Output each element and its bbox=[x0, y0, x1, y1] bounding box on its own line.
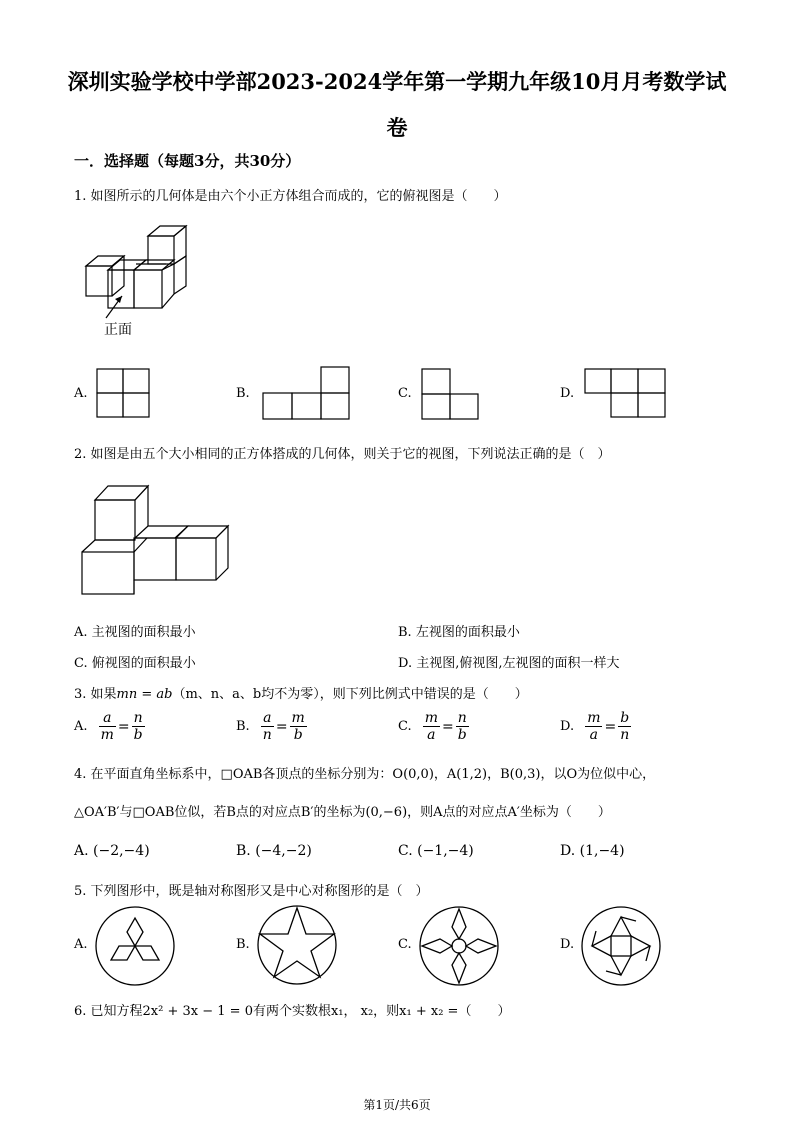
q4-option-c: C. (−1,−4) bbox=[398, 843, 474, 859]
q3-d-right-fraction bbox=[618, 710, 631, 743]
denominator: a bbox=[589, 727, 598, 743]
page-title-continued: 卷 bbox=[386, 115, 408, 140]
denominator: n bbox=[620, 727, 630, 743]
q5-option-b-figure bbox=[256, 903, 338, 987]
question-2-text: 2. 如图是由五个大小相同的正方体搭成的几何体，则关于它的视图，下列说法正确的是（ ） bbox=[74, 447, 611, 462]
q3-option-b bbox=[236, 710, 307, 743]
denominator: n bbox=[262, 727, 272, 743]
q1-option-d-label: D. bbox=[560, 386, 575, 401]
q5-option-d-label: D. bbox=[560, 937, 575, 952]
denominator: b bbox=[457, 727, 467, 743]
q3-prefix: 3. 如果 bbox=[74, 687, 117, 702]
denominator: m bbox=[100, 727, 114, 743]
page-footer: 第1页/共6页 bbox=[363, 1098, 431, 1112]
question-3-text bbox=[74, 683, 528, 702]
numerator: n bbox=[457, 710, 467, 726]
equals-sign: = bbox=[117, 718, 130, 735]
q5-option-c-figure bbox=[418, 905, 500, 987]
numerator: m bbox=[587, 710, 601, 726]
q1-option-a-figure bbox=[96, 368, 152, 418]
q4-option-a: A. (−2,−4) bbox=[74, 843, 150, 859]
q1-option-c-label: C. bbox=[398, 386, 412, 401]
q5-option-b-label: B. bbox=[236, 937, 250, 952]
question-4-line2: △OA′B′与□OAB位似，若B点的对应点B′的坐标为(0,−6)，则A点的对应点A′坐标为（ ） bbox=[74, 805, 611, 820]
numerator: m bbox=[424, 710, 438, 726]
question-6-text: 6. 已知方程2x² + 3x − 1 = 0有两个实数根x₁， x₂，则x₁ + x₂ =（ ） bbox=[74, 1004, 511, 1019]
q3-option-c bbox=[398, 710, 469, 743]
q3-option-a bbox=[74, 710, 145, 743]
denominator: b bbox=[293, 727, 303, 743]
equals-sign: = bbox=[442, 718, 454, 735]
numerator: a bbox=[261, 710, 274, 727]
q2-solid-figure bbox=[80, 478, 230, 598]
q2-option-d: D. 主视图,俯视图,左视图的面积一样大 bbox=[398, 656, 620, 671]
q5-option-a-figure bbox=[94, 905, 176, 987]
q3-option-b-label: B. bbox=[236, 719, 250, 734]
q3-suffix: （m、n、a、b均不为零），则下列比例式中错误的是（ ） bbox=[172, 687, 528, 702]
q2-option-a: A. 主视图的面积最小 bbox=[74, 625, 196, 640]
q3-a-left-fraction bbox=[99, 710, 116, 743]
numerator: b bbox=[618, 710, 631, 727]
q3-option-d-label: D. bbox=[560, 719, 575, 734]
page-title: 深圳实验学校中学部2023-2024学年第一学期九年级10月月考数学试 bbox=[67, 69, 727, 94]
q3-c-right-fraction bbox=[456, 710, 469, 743]
numerator: m bbox=[291, 710, 305, 726]
q2-option-c: C. 俯视图的面积最小 bbox=[74, 656, 196, 671]
q3-c-left-fraction bbox=[423, 710, 440, 743]
q3-equation: mn = ab bbox=[116, 687, 173, 702]
q3-d-left-fraction bbox=[585, 710, 602, 743]
q4-option-b: B. (−4,−2) bbox=[236, 843, 312, 859]
numerator: a bbox=[99, 710, 116, 727]
q1-option-b-label: B. bbox=[236, 386, 250, 401]
q1-option-c-figure bbox=[421, 368, 481, 420]
q4-option-d: D. (1,−4) bbox=[560, 843, 625, 859]
q3-option-d bbox=[560, 710, 631, 743]
denominator: a bbox=[427, 727, 436, 743]
q3-option-c-label: C. bbox=[398, 719, 412, 734]
question-1-text: 1. 如图所示的几何体是由六个小正方体组合而成的，它的俯视图是（ ） bbox=[74, 189, 507, 204]
equals-sign: = bbox=[604, 718, 617, 735]
q5-option-a-label: A. bbox=[74, 937, 88, 952]
q3-a-right-fraction bbox=[132, 710, 145, 743]
q3-b-left-fraction bbox=[261, 710, 274, 743]
q1-front-label: 正面 bbox=[104, 322, 132, 338]
q3-option-a-label: A. bbox=[74, 719, 88, 734]
numerator: n bbox=[133, 710, 143, 726]
q5-option-d-figure bbox=[580, 905, 662, 987]
section-header: 一．选择题（每题3分，共30分） bbox=[74, 152, 301, 170]
question-4-line1: 4. 在平面直角坐标系中，□OAB各顶点的坐标分别为：O(0,0)，A(1,2)，B(0,3)，以O为位似中心， bbox=[74, 767, 656, 782]
q5-option-c-label: C. bbox=[398, 937, 412, 952]
equals-sign: = bbox=[275, 718, 288, 735]
q1-option-d-figure bbox=[584, 368, 668, 420]
q1-solid-figure bbox=[80, 222, 200, 342]
q2-option-b: B. 左视图的面积最小 bbox=[398, 625, 520, 640]
denominator: b bbox=[133, 727, 143, 743]
question-5-text: 5. 下列图形中，既是轴对称图形又是中心对称图形的是（ ） bbox=[74, 884, 429, 899]
q1-option-a-label: A. bbox=[74, 386, 88, 401]
q3-b-right-fraction bbox=[290, 710, 307, 743]
q1-option-b-figure bbox=[262, 366, 352, 420]
